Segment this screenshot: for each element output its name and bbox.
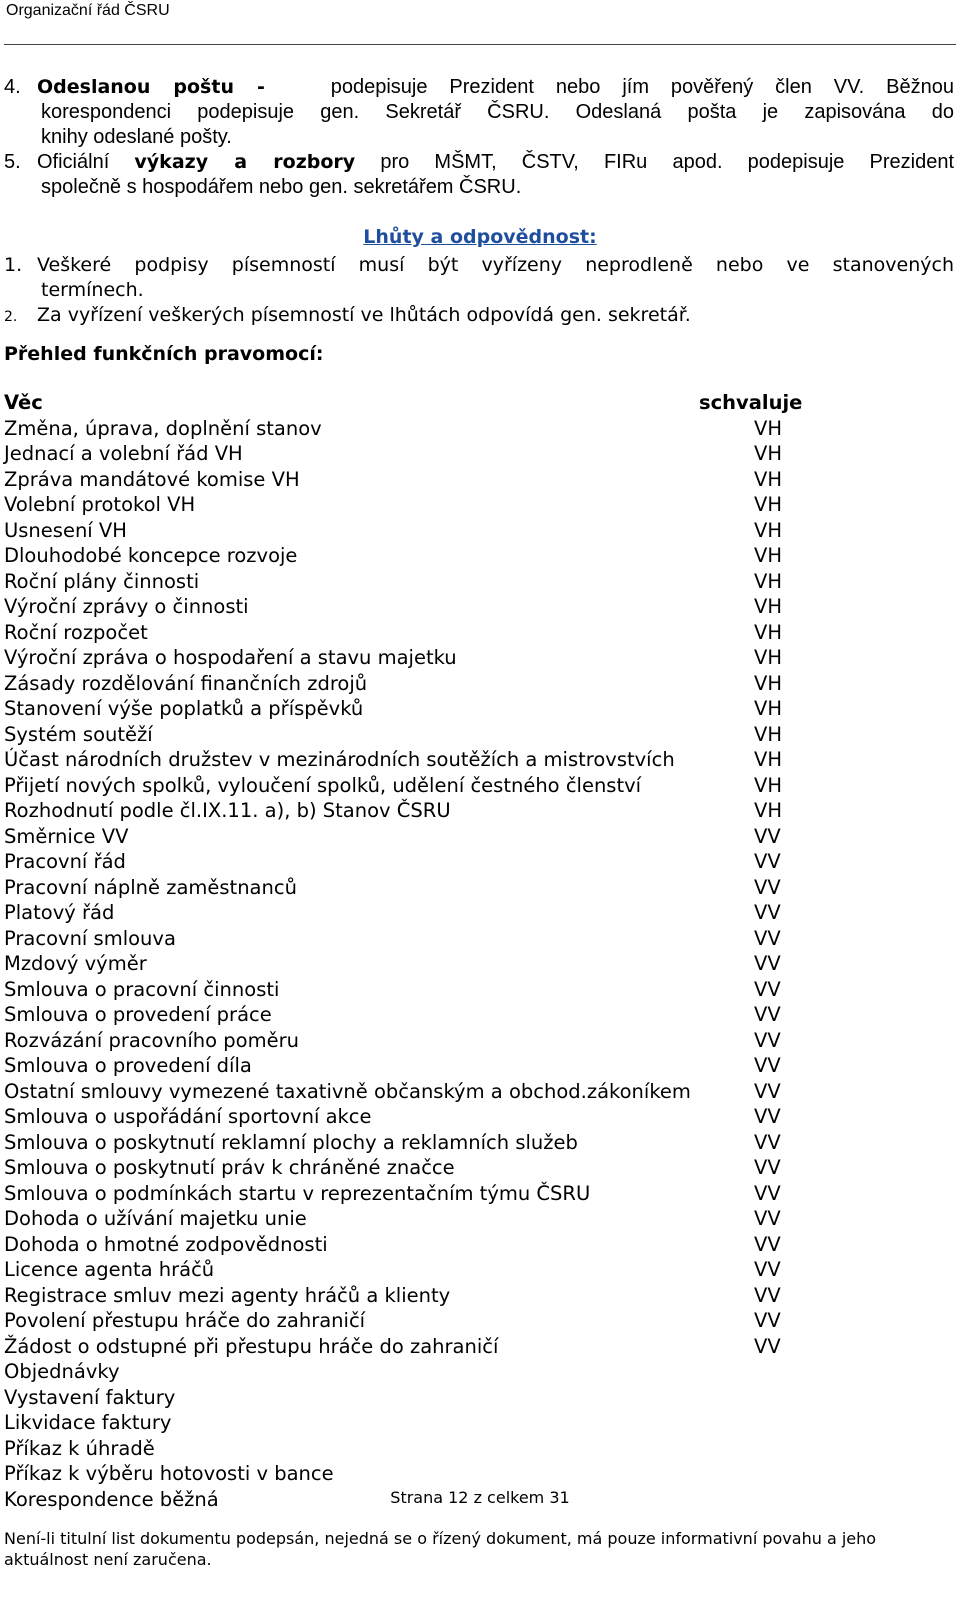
row-item: Rozvázání pracovního poměru	[4, 1028, 299, 1052]
row-item: Změna, úprava, doplnění stanov	[4, 416, 322, 440]
row-item: Zásady rozdělování finančních zdrojů	[4, 671, 368, 695]
table-row	[4, 1232, 824, 1258]
row-item: Smlouva o poskytnutí reklamní plochy a reklamních služeb	[4, 1130, 578, 1154]
row-item: Smlouva o poskytnutí práv k chráněné značce	[4, 1156, 455, 1179]
row-approver: VV	[754, 1028, 781, 1052]
row-approver: VH	[754, 646, 783, 669]
item-4-text3: knihy odeslané pošty.	[41, 126, 232, 148]
row-approver: VH	[754, 748, 783, 771]
item-4-bold: Odeslanou poštu -	[37, 76, 265, 98]
table-header	[4, 390, 824, 416]
row-item: Registrace smluv mezi agenty hráčů a klienty	[4, 1283, 451, 1307]
item-5-pre: Oficiální	[37, 151, 110, 173]
row-item: Směrnice VV	[4, 824, 129, 848]
lhuty-p2-number: 2.	[4, 309, 18, 325]
row-item: Pracovní náplně zaměstnanců	[4, 875, 297, 899]
item-4-line1	[4, 75, 954, 100]
row-item: Povolení přestupu hráče do zahraničí	[4, 1309, 366, 1332]
row-item: Příkaz k výběru hotovosti v bance	[4, 1462, 334, 1485]
row-approver: VV	[754, 850, 781, 873]
row-item: Přijetí nových spolků, vyloučení spolků, udělení čestného členství	[4, 773, 642, 797]
row-item: Rozhodnutí podle čl.IX.11. a), b) Stanov ČSRU	[4, 799, 451, 822]
row-approver: VH	[754, 467, 783, 491]
row-approver: VV	[754, 977, 781, 1001]
item-5-line1	[4, 150, 954, 175]
table-row	[4, 1181, 824, 1207]
row-item: Objednávky	[4, 1360, 120, 1383]
table-row	[4, 1308, 824, 1334]
table-row	[4, 798, 824, 824]
table-row	[4, 1436, 824, 1462]
row-item: Ostatní smlouvy vymezené taxativně občanským a obchod.zákoníkem	[4, 1079, 691, 1103]
table-row	[4, 900, 824, 926]
row-approver: VV	[754, 1283, 781, 1307]
item-5	[4, 150, 954, 200]
row-item: Dlouhodobé koncepce rozvoje	[4, 544, 298, 567]
table-row	[4, 1028, 824, 1054]
row-item: Roční plány činnosti	[4, 569, 200, 593]
table-row	[4, 1130, 824, 1156]
item-4	[4, 75, 954, 150]
row-approver: VH	[754, 773, 783, 797]
table-row	[4, 747, 824, 773]
item-5-text1: pro MŠMT, ČSTV, FIRu apod. podepisuje Prezident	[380, 151, 955, 173]
row-approver: VV	[754, 1207, 781, 1230]
row-item: Systém soutěží	[4, 722, 153, 746]
row-item: Smlouva o provedení díla	[4, 1054, 252, 1077]
table-row	[4, 645, 824, 671]
row-item: Výroční zpráva o hospodaření a stavu majetku	[4, 646, 457, 669]
table-row	[4, 620, 824, 646]
table-row	[4, 518, 824, 544]
row-item: Smlouva o pracovní činnosti	[4, 977, 280, 1001]
table-row	[4, 1359, 824, 1385]
row-approver: VV	[754, 1105, 781, 1128]
table-body	[4, 416, 824, 1513]
row-approver: VH	[754, 595, 783, 618]
row-item: Vystavení faktury	[4, 1385, 176, 1409]
item-4-text2: korespondenci podepisuje gen. Sekretář ČSRU. Odeslaná pošta je zapisována do	[41, 101, 954, 123]
table-row	[4, 467, 824, 493]
row-item: Smlouva o uspořádání sportovní akce	[4, 1105, 372, 1128]
table-row	[4, 951, 824, 977]
row-item: Mzdový výměr	[4, 952, 147, 975]
lhuty-p2-line	[4, 303, 954, 330]
table-row	[4, 543, 824, 569]
column-header-item: Věc	[4, 391, 43, 414]
row-item: Dohoda o užívání majetku unie	[4, 1207, 307, 1230]
row-approver: VH	[754, 671, 783, 695]
row-approver: VH	[754, 697, 783, 720]
table-row	[4, 1334, 824, 1360]
row-item: Výroční zprávy o činnosti	[4, 595, 249, 618]
lhuty-p1-line2: termínech.	[41, 279, 144, 301]
table-row	[4, 926, 824, 952]
lhuty-p1-text: Veškeré podpisy písemností musí být vyřízeny neprodleně nebo ve stanovených	[37, 254, 954, 276]
table-row	[4, 1410, 824, 1436]
lhuty-paragraph-1	[4, 253, 954, 330]
item-4-text1: podepisuje Prezident nebo jím pověřený člen VV. Běžnou	[330, 76, 954, 98]
row-item: Likvidace faktury	[4, 1411, 172, 1434]
row-approver: VH	[754, 493, 783, 516]
row-approver: VV	[754, 1054, 781, 1077]
row-approver: VH	[754, 569, 783, 593]
table-row	[4, 671, 824, 697]
item-5-text2: společně s hospodářem nebo gen. sekretářem ČSRU.	[41, 176, 522, 198]
lhuty-p1-number: 1.	[4, 254, 23, 276]
row-approver: VV	[754, 1079, 781, 1103]
table-row	[4, 569, 824, 595]
header-divider	[4, 44, 956, 45]
row-approver: VH	[754, 620, 783, 644]
table-row	[4, 1002, 824, 1028]
row-item: Usnesení VH	[4, 518, 127, 542]
row-approver: VV	[754, 1258, 781, 1281]
footer-note: Není-li titulní list dokumentu podepsán, nejedná se o řízený dokument, má pouze informativní povahu a jeho aktuálnost není zaručena.	[4, 1529, 877, 1569]
row-approver: VV	[754, 1156, 781, 1179]
table-row	[4, 441, 824, 467]
row-approver: VV	[754, 1003, 781, 1026]
row-item: Příkaz k úhradě	[4, 1436, 155, 1460]
row-item: Smlouva o provedení práce	[4, 1003, 272, 1026]
item-4-number: 4.	[4, 76, 21, 98]
table-row	[4, 416, 824, 442]
table-row	[4, 1104, 824, 1130]
row-item: Pracovní smlouva	[4, 926, 176, 950]
row-approver: VV	[754, 1181, 781, 1205]
table-row	[4, 824, 824, 850]
row-item: Volební protokol VH	[4, 493, 196, 516]
page-number: Strana 12 z celkem 31	[390, 1488, 570, 1507]
table-row	[4, 875, 824, 901]
row-approver: VV	[754, 1130, 781, 1154]
row-approver: VH	[754, 722, 783, 746]
row-approver: VH	[754, 442, 783, 465]
row-item: Korespondence běžná	[4, 1487, 219, 1511]
row-approver: VH	[754, 799, 783, 822]
lhuty-heading: Lhůty a odpovědnost:	[363, 226, 597, 248]
row-approver: VV	[754, 901, 781, 924]
row-approver: VH	[754, 544, 783, 567]
prehled-title: Přehled funkčních pravomocí:	[4, 343, 324, 365]
row-item: Platový řád	[4, 901, 115, 924]
table-row	[4, 1461, 824, 1487]
table-row	[4, 1385, 824, 1411]
table-row	[4, 492, 824, 518]
row-item: Dohoda o hmotné zodpovědnosti	[4, 1232, 328, 1256]
lhuty-p1-line1	[4, 253, 954, 278]
row-approver: VV	[754, 1309, 781, 1332]
table-row	[4, 696, 824, 722]
table-row	[4, 1079, 824, 1105]
row-item: Licence agenta hráčů	[4, 1258, 215, 1281]
table-row	[4, 594, 824, 620]
table-row	[4, 1053, 824, 1079]
table-row	[4, 773, 824, 799]
table-row	[4, 977, 824, 1003]
table-row	[4, 1257, 824, 1283]
powers-table	[4, 390, 824, 1512]
column-header-approve: schvaluje	[699, 391, 803, 414]
lhuty-p2-text: Za vyřízení veškerých písemností ve lhůtách odpovídá gen. sekretář.	[37, 304, 691, 326]
row-approver: VV	[754, 952, 781, 975]
document-header: Organizační řád ČSRU	[6, 2, 170, 19]
row-approver: VH	[754, 416, 783, 440]
row-item: Roční rozpočet	[4, 620, 148, 644]
row-approver: VV	[754, 926, 781, 950]
row-item: Žádost o odstupné při přestupu hráče do zahraničí	[4, 1334, 499, 1358]
table-row	[4, 1283, 824, 1309]
table-row	[4, 1155, 824, 1181]
row-item: Zpráva mandátové komise VH	[4, 467, 300, 491]
row-approver: VV	[754, 875, 781, 899]
row-item: Smlouva o podmínkách startu v reprezentačním týmu ČSRU	[4, 1181, 591, 1205]
table-row	[4, 722, 824, 748]
row-item: Účast národních družstev v mezinárodních soutěžích a mistrovstvích	[4, 748, 675, 771]
table-row	[4, 849, 824, 875]
row-item: Pracovní řád	[4, 850, 126, 873]
row-approver: VV	[754, 1334, 781, 1358]
row-approver: VH	[754, 518, 783, 542]
row-approver: VV	[754, 1232, 781, 1256]
item-5-number: 5.	[4, 151, 21, 173]
table-row	[4, 1206, 824, 1232]
row-item: Stanovení výše poplatků a příspěvků	[4, 697, 364, 720]
row-item: Jednací a volební řád VH	[4, 442, 243, 465]
row-approver: VV	[754, 824, 781, 848]
item-5-bold: výkazy a rozbory	[134, 151, 356, 173]
